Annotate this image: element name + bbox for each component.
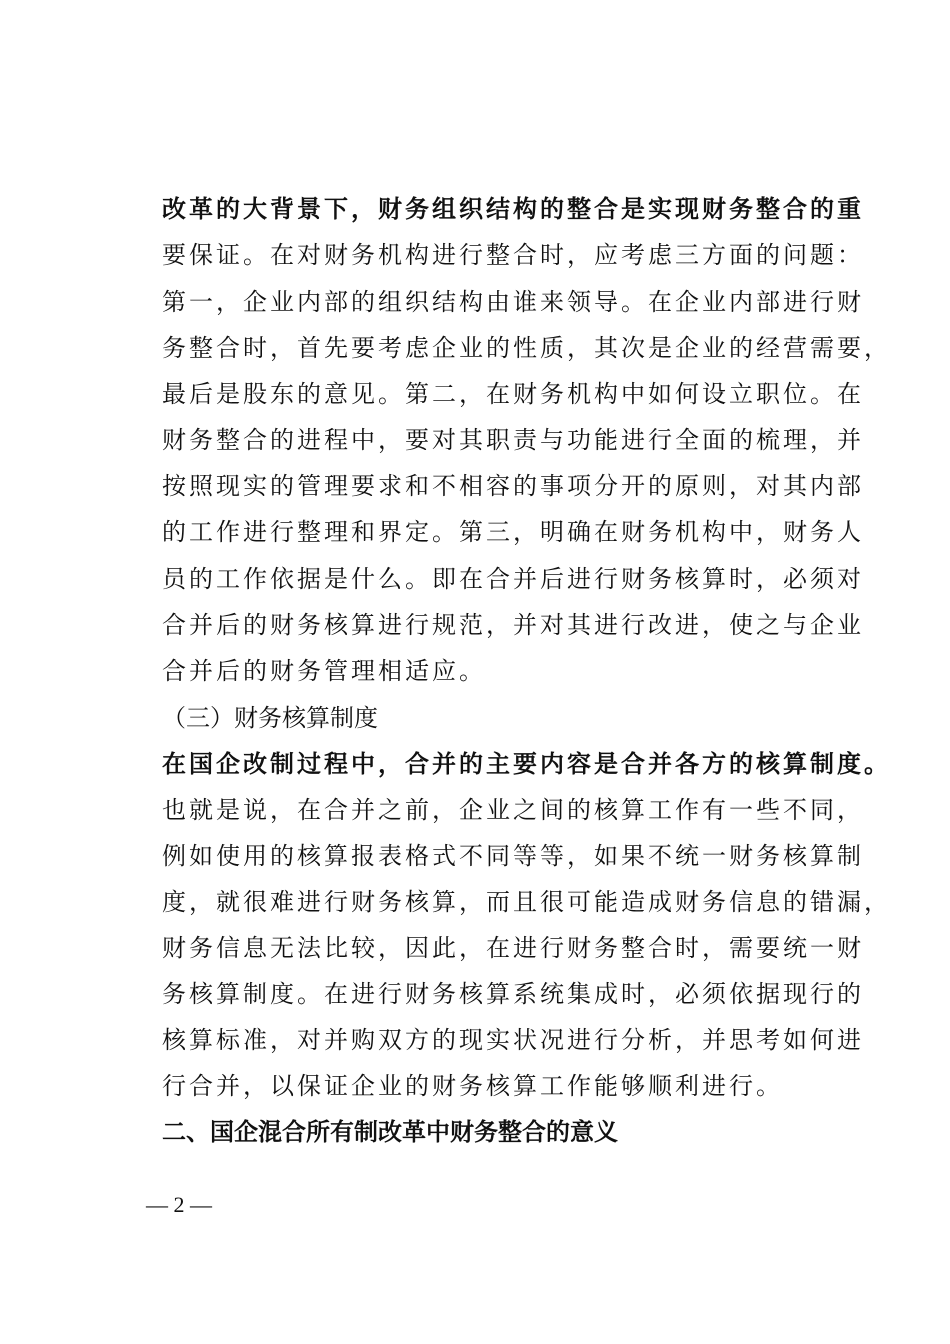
paragraph-line: 最后是股东的意见。第二，在财务机构中如何设立职位。在 <box>162 380 864 408</box>
paragraph-line: 财务整合的进程中，要对其职责与功能进行全面的梳理，并 <box>162 426 864 454</box>
page-number: — 2 — <box>146 1192 212 1217</box>
paragraph-line: 按照现实的管理要求和不相容的事项分开的原则，对其内部 <box>162 472 864 500</box>
paragraph-line: 行合并，以保证企业的财务核算工作能够顺利进行。 <box>162 1072 783 1100</box>
paragraph-line: 例如使用的核算报表格式不同等等，如果不统一财务核算制 <box>162 842 864 870</box>
paragraph-line: 务核算制度。在进行财务核算系统集成时，必须依据现行的 <box>162 980 864 1008</box>
paragraph-line: 在国企改制过程中，合并的主要内容是合并各方的核算制度。 <box>162 749 891 778</box>
paragraph-line: 合并后的财务核算进行规范，并对其进行改进，使之与企业 <box>162 611 864 639</box>
section-heading: 二、国企混合所有制改革中财务整合的意义 <box>162 1117 618 1146</box>
paragraph-line: 财务信息无法比较，因此，在进行财务整合时，需要统一财 <box>162 934 864 962</box>
paragraph-line: 要保证。在对财务机构进行整合时，应考虑三方面的问题： <box>162 241 864 269</box>
paragraph-line: 度，就很难进行财务核算，而且很可能造成财务信息的错漏， <box>162 888 891 916</box>
paragraph-line: 也就是说，在合并之前，企业之间的核算工作有一些不同， <box>162 796 864 824</box>
paragraph-line: 的工作进行整理和界定。第三，明确在财务机构中，财务人 <box>162 518 864 546</box>
paragraph-line: 务整合时，首先要考虑企业的性质，其次是企业的经营需要， <box>162 334 891 362</box>
paragraph-line: 合并后的财务管理相适应。 <box>162 657 486 685</box>
paragraph-line: 员的工作依据是什么。即在合并后进行财务核算时，必须对 <box>162 565 864 593</box>
paragraph-line: 第一，企业内部的组织结构由谁来领导。在企业内部进行财 <box>162 288 864 316</box>
subheading: （三）财务核算制度 <box>162 704 378 732</box>
paragraph-line: 改革的大背景下，财务组织结构的整合是实现财务整合的重 <box>162 194 864 223</box>
paragraph-line: 核算标准，对并购双方的现实状况进行分析，并思考如何进 <box>162 1026 864 1054</box>
